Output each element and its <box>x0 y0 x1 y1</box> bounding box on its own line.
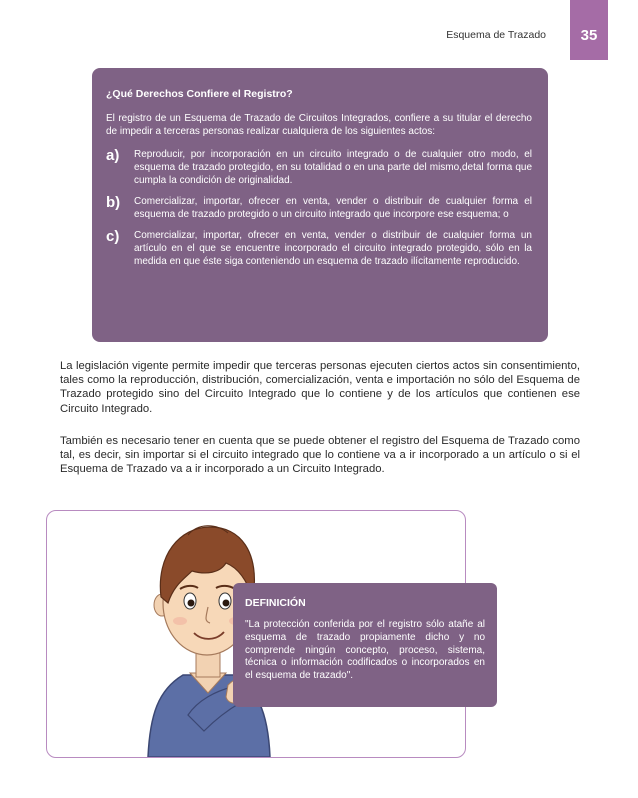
definition-title: DEFINICIÓN <box>245 597 306 609</box>
rights-item-b <box>106 195 532 221</box>
rights-item-letter: b) <box>106 194 121 211</box>
rights-item-text: Comercializar, importar, ofrecer en venta, vender o distribuir de cualquier forma un artículo en el que se encuentre incorporado el circuito integrado protegido, sólo en la medida en que éste siga conteniendo un esquema de trazado ilícitamente reproducido. <box>134 230 532 267</box>
rights-box <box>92 68 548 342</box>
rights-item-a <box>106 148 532 187</box>
rights-item-letter: a) <box>106 147 120 164</box>
rights-item-text: Reproducir, por incorporación en un circuito integrado o de cualquier otro modo, el esquema de trazado protegido, en su totalidad o en una parte del mismo,detal forma que cumpla la condición de originalidad. <box>134 149 532 186</box>
rights-box-intro: El registro de un Esquema de Trazado de Circuitos Integrados, confiere a su titular el derecho de impedir a terceras personas realizar cualquiera de los siguientes actos: <box>106 113 532 137</box>
rights-item-c <box>106 229 532 268</box>
rights-box-title: ¿Qué Derechos Confiere el Registro? <box>106 88 293 100</box>
running-header: Esquema de Trazado <box>446 29 546 41</box>
definition-box <box>233 583 497 707</box>
body-paragraph-2: También es necesario tener en cuenta que se puede obtener el registro del Esquema de Trazado como tal, es decir, sin importar si el circuito integrado que lo contiene va a ir incorporado a un artículo o si el Esquema de Trazado va a ir incorporado a un Circuito Integrado. <box>60 435 580 476</box>
page-number: 35 <box>570 0 608 60</box>
definition-text: "La protección conferida por el registro sólo atañe al esquema de trazado propiamente dicho y no comprende ningún concepto, proceso, sistema, técnica o información codificados o incorporados en el esquema de trazado". <box>245 619 485 682</box>
rights-item-text: Comercializar, importar, ofrecer en venta, vender o distribuir de cualquier forma el esquema de trazado protegido o un circuito integrado que incorpore ese esquema; o <box>134 196 532 220</box>
body-paragraph-1: La legislación vigente permite impedir que terceras personas ejecuten ciertos actos sin consentimiento, tales como la reproducción, distribución, comercialización, venta e importación no sólo del Esquema de Trazado protegido sino del Circuito Integrado que lo contiene y de los artículos que contienen ese Circuito Integrado. <box>60 360 580 415</box>
rights-item-letter: c) <box>106 228 120 245</box>
